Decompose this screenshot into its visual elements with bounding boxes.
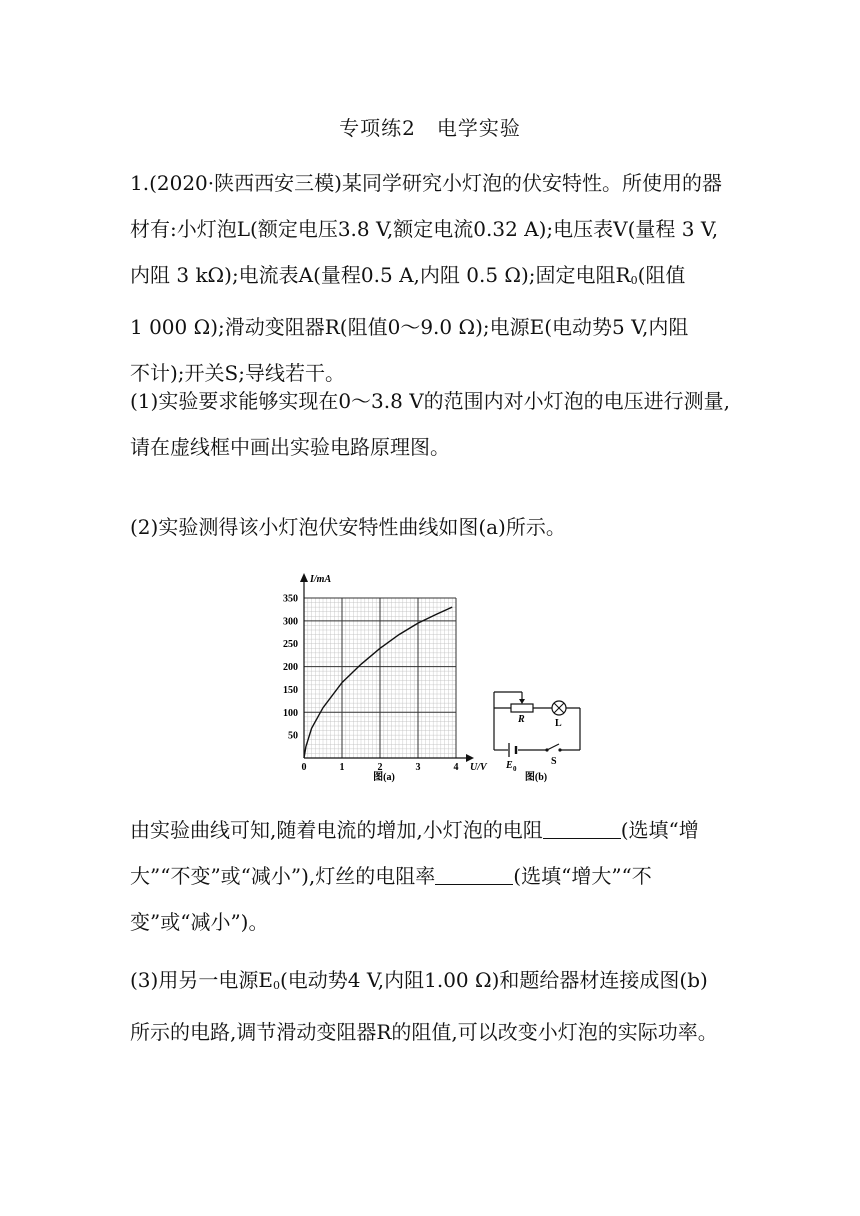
part-2-text: (选填“增 [620, 818, 699, 842]
stem-line [130, 252, 730, 304]
stem-line: 材有:小灯泡L(额定电压3.8 V,额定电流0.32 A);电压表V(量程 3 V, [130, 217, 719, 241]
part-1 [130, 378, 730, 470]
figure-b-caption: 图(b) [524, 772, 548, 783]
y-tick-label: 250 [283, 639, 298, 651]
y-tick-label: 100 [283, 707, 298, 719]
x-tick-label: 1 [339, 762, 345, 773]
answer-blank-resistance[interactable] [543, 818, 621, 839]
part-3-line: 所示的电路,调节滑动变阻器R的阻值,可以改变小灯泡的实际功率。 [130, 1020, 718, 1044]
x-tick-label: 2 [377, 762, 383, 773]
part-2-intro [130, 504, 730, 550]
y-tick-labels [283, 594, 298, 742]
y-tick-label: 150 [283, 684, 298, 696]
answer-blank-resistivity[interactable] [435, 864, 513, 885]
part-1-line: (1)实验要求能够实现在0～3.8 V的范围内对小灯泡的电压进行测量, [130, 389, 731, 413]
part-2-intro-line: (2)实验测得该小灯泡伏安特性曲线如图(a)所示。 [130, 515, 566, 539]
y-axis-arrow-icon [300, 573, 308, 582]
stem-line: 1 000 Ω);滑动变阻器R(阻值0～9.0 Ω);电源E(电动势5 V,内阻 [130, 315, 689, 339]
figure-svg [270, 568, 600, 790]
x-axis-arrow-icon [466, 754, 474, 762]
y-tick-label: 300 [283, 616, 298, 628]
part-1-line: 请在虚线框中画出实验电路原理图。 [130, 435, 450, 459]
label-R: R [518, 714, 525, 725]
part-2-line [130, 807, 730, 853]
label-E-subscript: 0 [513, 765, 517, 773]
part-3-line [130, 957, 730, 1009]
switch-lever-icon [547, 744, 559, 750]
figure-a-caption: 图(a) [373, 772, 395, 783]
part-3 [130, 957, 730, 1055]
rheostat-icon [511, 704, 533, 712]
x-axis-label: U/V [470, 762, 487, 773]
stem-text: (阻值 [637, 263, 686, 287]
part-3-text: (电动势4 V,内阻1.00 Ω)和题给器材连接成图(b) [279, 968, 708, 992]
question-1-stem [130, 160, 730, 396]
x-tick-label: 0 [301, 762, 307, 773]
subscript: 0 [630, 274, 638, 287]
switch-contact-icon [558, 748, 561, 751]
part-2-question [130, 807, 730, 945]
circuit-diagram [494, 692, 580, 750]
y-tick-label: 350 [283, 593, 298, 605]
part-2-text: (选填“增大”“不 [513, 864, 652, 888]
stem-line: 1.(2020·陕西西安三模)某同学研究小灯泡的伏安特性。所使用的器 [130, 171, 722, 195]
y-axis-label: I/mA [310, 574, 332, 585]
part-3-text: (3)用另一电源E [130, 968, 273, 992]
label-S: S [551, 756, 557, 767]
iv-curve [304, 607, 452, 758]
x-tick-label: 4 [453, 762, 459, 773]
stem-text: 内阻 3 kΩ);电流表A(量程0.5 A,内阻 0.5 Ω);固定电阻R [130, 263, 631, 287]
part-2-line: 变”或“减小”)。 [130, 910, 269, 934]
x-tick-label: 3 [415, 762, 421, 773]
figures [270, 568, 600, 790]
part-2-text: 由实验曲线可知,随着电流的增加,小灯泡的电阻 [130, 818, 543, 842]
y-tick-label: 50 [288, 730, 298, 742]
stem-line: 不计);开关S;导线若干。 [130, 361, 345, 385]
page-title: 专项练2 电学实验 [339, 116, 521, 140]
y-tick-label: 200 [283, 662, 298, 674]
label-E: E [506, 760, 513, 771]
rheostat-slider-icon [519, 699, 525, 704]
part-2-text: 大”“不变”或“减小”),灯丝的电阻率 [130, 864, 436, 888]
label-L: L [555, 718, 562, 729]
part-2-line [130, 853, 730, 899]
subscript: 0 [272, 979, 280, 992]
